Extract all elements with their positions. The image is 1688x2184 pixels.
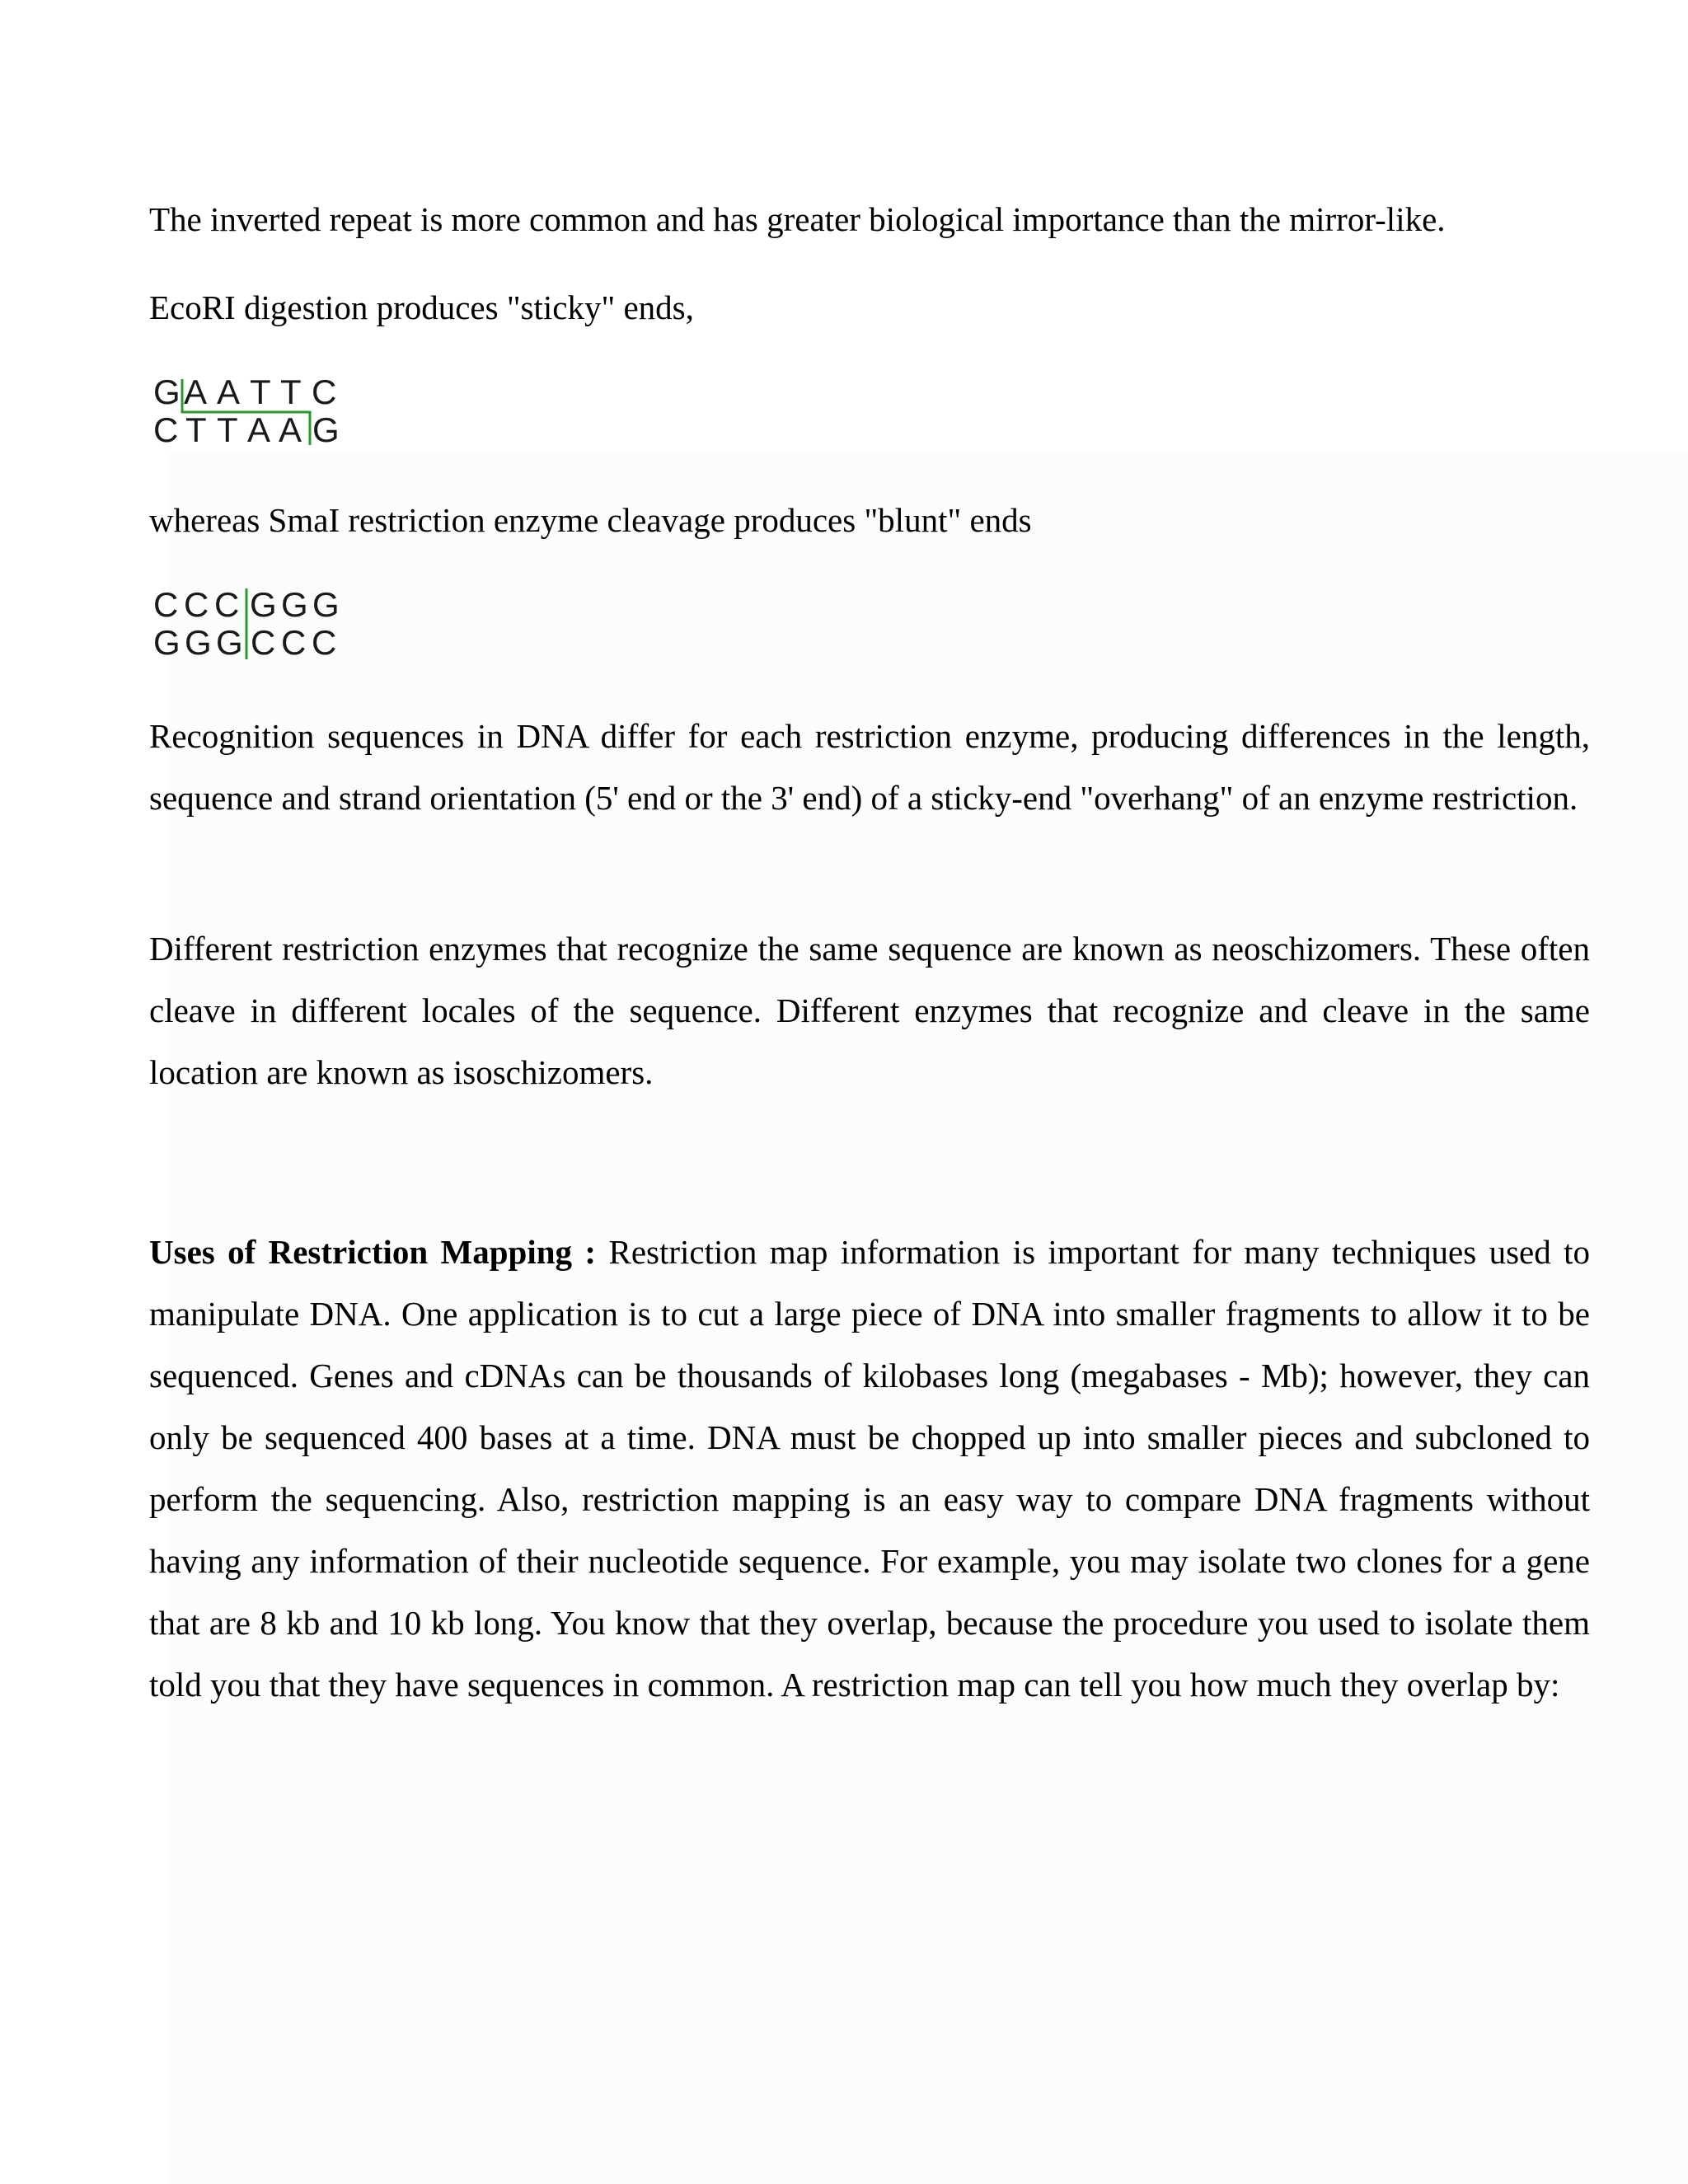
ecori-top-base: G: [153, 373, 181, 411]
ecori-bottom-base: T: [217, 410, 238, 447]
ecori-top-base: C: [312, 373, 337, 411]
smai-bottom-base: G: [216, 623, 243, 659]
smai-blunt-end-figure: [151, 585, 349, 659]
uses-of-restriction-mapping-body: Restriction map information is important for many techniques used to manipulate DNA. One application is to cut a large piece of DNA into smaller fragments to allow it to be sequenced. Genes and cDNAs can be thousands of kilobases long (megabases - Mb); however, they can only be sequenced 400 bases at a time. DNA must be chopped up into smaller pieces and subcloned to perform the sequencing. Also, restriction mapping is an easy way to compare DNA fragments without having any information of their nucleotide sequence. For example, you may isolate two clones for a gene that are 8 kb and 10 kb long. You know that they overlap, because the procedure you used to isolate them told you that they have sequences in common. A restriction map can tell you how much they overlap by:: [149, 1233, 1590, 1704]
smai-bottom-base: G: [153, 623, 181, 659]
smai-bottom-base: G: [185, 623, 212, 659]
ecori-top-base: A: [217, 373, 241, 411]
ecori-top-base: T: [280, 373, 302, 411]
paragraph-neoschizomers: Different restriction enzymes that recognize the same sequence are known as neoschizomers. These often cleave in different locales of the sequence. Different enzymes that recognize and cleave in the same location are known as isoschizomers.: [149, 930, 1590, 1091]
ecori-bottom-strand: [153, 410, 340, 447]
ecori-top-base: A: [184, 373, 208, 411]
smai-top-base: G: [281, 585, 308, 624]
ecori-sticky-end-figure: [151, 373, 349, 447]
smai-top-base: G: [250, 585, 277, 624]
ecori-top-strand: [153, 373, 336, 411]
smai-bottom-base: C: [251, 623, 276, 659]
smai-top-base: C: [184, 585, 209, 624]
paragraph-inverted-repeat: The inverted repeat is more common and has greater biological importance than the mirror-like.: [149, 200, 1446, 238]
smai-bottom-base: C: [281, 623, 307, 659]
paragraph-recognition-sequences: Recognition sequences in DNA differ for each restriction enzyme, producing differences in the length, sequence and strand orientation (5' end or the 3' end) of a sticky-end "overhang" of an enzyme restriction.: [149, 717, 1590, 817]
paragraph-ecori-intro: EcoRI digestion produces "sticky" ends,: [149, 288, 694, 326]
section-heading-uses-of-restriction-mapping: Uses of Restriction Mapping :: [149, 1233, 597, 1271]
smai-top-base: G: [312, 585, 340, 624]
ecori-bottom-base: C: [153, 410, 179, 447]
ecori-top-base: T: [250, 373, 271, 411]
ecori-bottom-base: A: [279, 410, 302, 447]
paragraph-uses-of-restriction-mapping: [149, 1221, 1590, 1716]
ecori-bottom-base: G: [312, 410, 340, 447]
ecori-bottom-base: A: [247, 410, 271, 447]
smai-bottom-base: C: [312, 623, 337, 659]
ecori-bottom-base: T: [185, 410, 207, 447]
paragraph-smai-intro: whereas SmaI restriction enzyme cleavage produces "blunt" ends: [149, 501, 1032, 539]
smai-bottom-strand: [153, 623, 336, 659]
smai-top-base: C: [214, 585, 240, 624]
smai-top-base: C: [153, 585, 179, 624]
